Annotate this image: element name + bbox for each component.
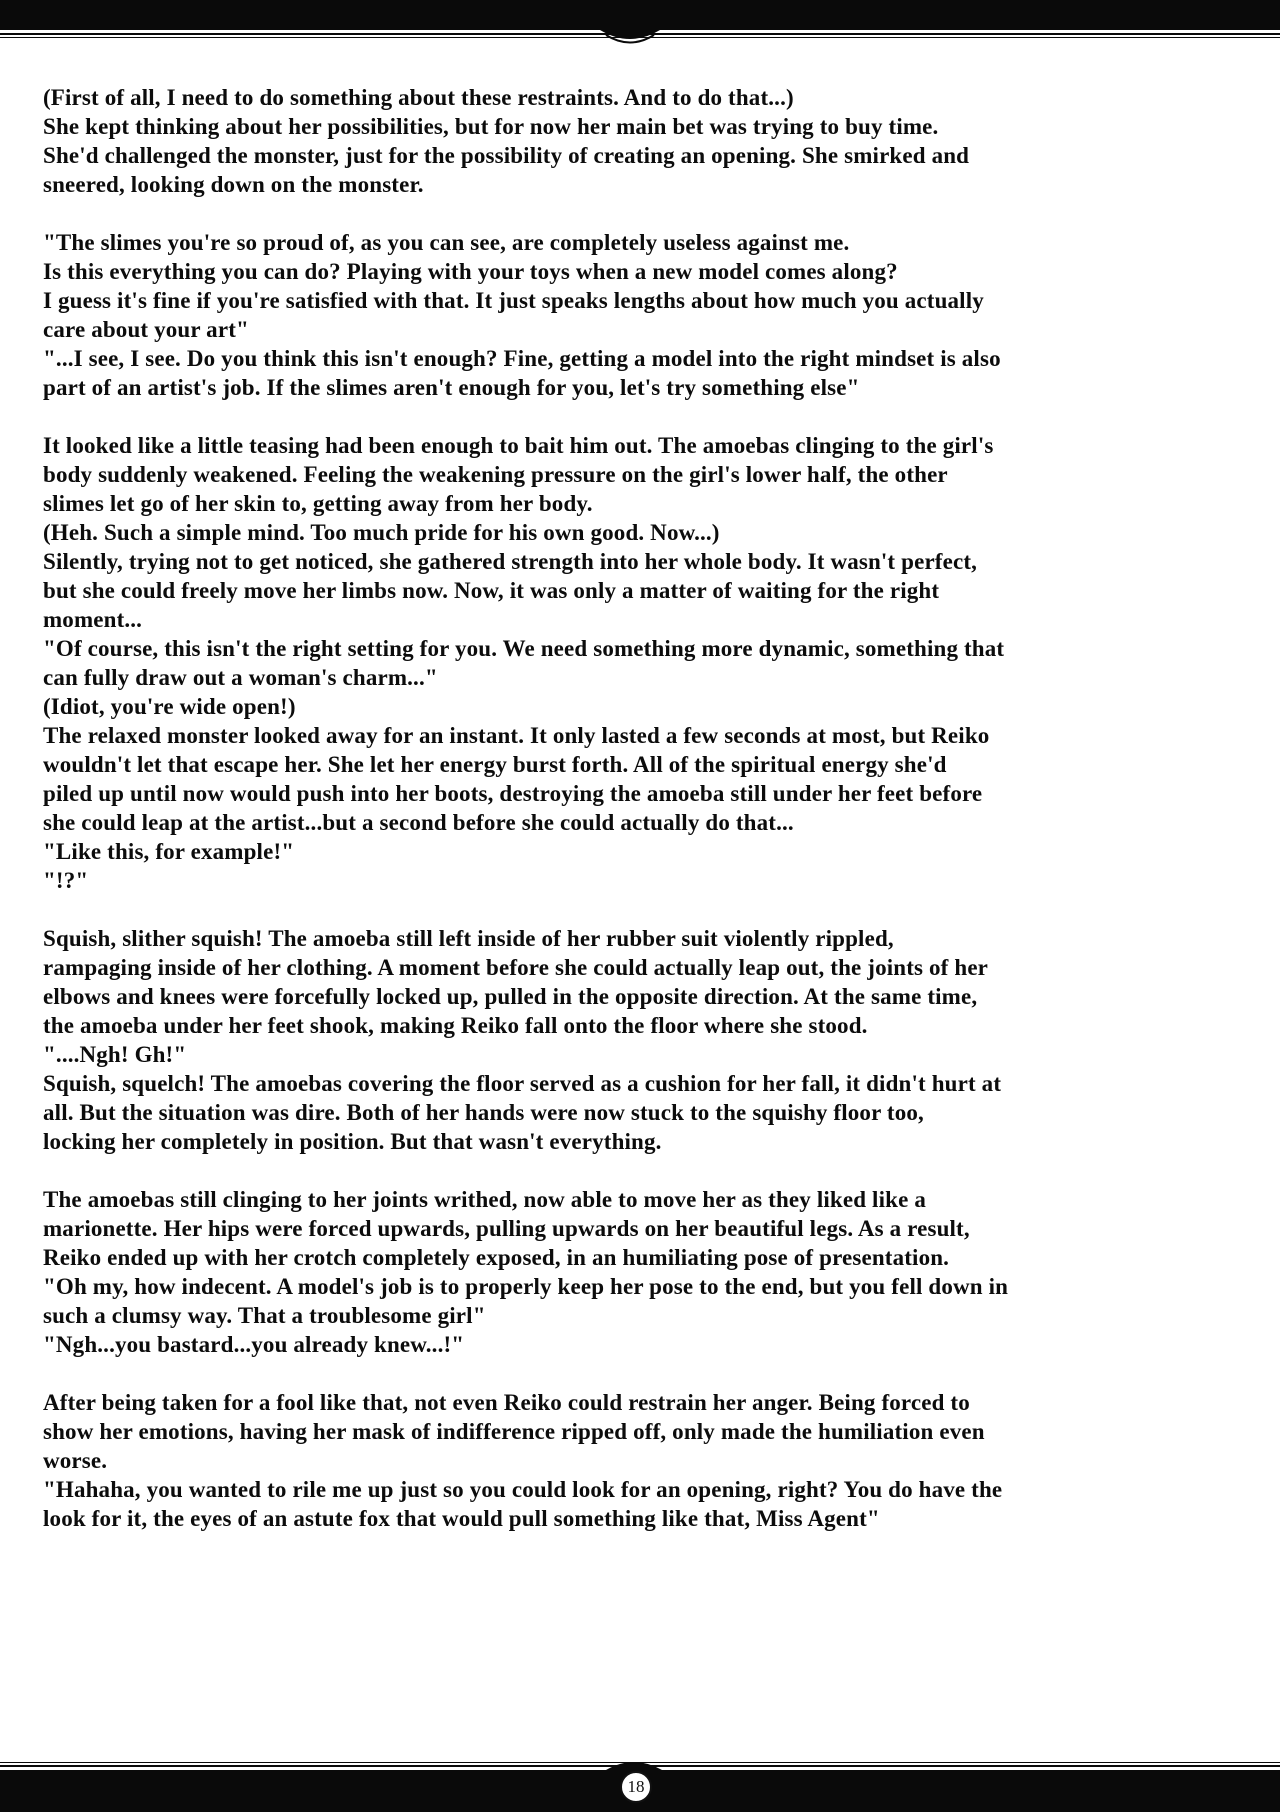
text-line: locking her completely in position. But that wasn't everything. xyxy=(43,1129,662,1154)
paragraph-1 xyxy=(43,83,1258,199)
text-line: The relaxed monster looked away for an instant. It only lasted a few seconds at most, but Reiko xyxy=(43,723,990,748)
text-line: "Ngh...you bastard...you already knew...!" xyxy=(43,1332,465,1357)
body-text xyxy=(43,83,1258,1562)
text-line: Reiko ended up with her crotch completely exposed, in an humiliating pose of presentation. xyxy=(43,1245,950,1270)
text-line: After being taken for a fool like that, not even Reiko could restrain her anger. Being forced to xyxy=(43,1390,970,1415)
text-line: "Oh my, how indecent. A model's job is to properly keep her pose to the end, but you fell down in xyxy=(43,1274,1009,1299)
text-line: piled up until now would push into her boots, destroying the amoeba still under her feet before xyxy=(43,781,983,806)
text-line: "The slimes you're so proud of, as you can see, are completely useless against me. xyxy=(43,230,850,255)
text-line: She kept thinking about her possibilities, but for now her main bet was trying to buy time. xyxy=(43,114,939,139)
text-line: all. But the situation was dire. Both of her hands were now stuck to the squishy floor too, xyxy=(43,1100,924,1125)
text-line: She'd challenged the monster, just for the possibility of creating an opening. She smirked and xyxy=(43,143,970,168)
text-line: but she could freely move her limbs now. Now, it was only a matter of waiting for the right xyxy=(43,578,940,603)
text-line: moment... xyxy=(43,607,143,632)
text-line: Is this everything you can do? Playing with your toys when a new model comes along? xyxy=(43,259,898,284)
text-line: Squish, slither squish! The amoeba still left inside of her rubber suit violently rippled, xyxy=(43,926,894,951)
page-number: 18 xyxy=(620,1771,652,1803)
text-line: It looked like a little teasing had been enough to bait him out. The amoebas clinging to the girl's xyxy=(43,433,994,458)
text-line: the amoeba under her feet shook, making Reiko fall onto the floor where she stood. xyxy=(43,1013,868,1038)
text-line: marionette. Her hips were forced upwards, pulling upwards on her beautiful legs. As a result, xyxy=(43,1216,970,1241)
text-line: slimes let go of her skin to, getting away from her body. xyxy=(43,491,593,516)
paragraph-6 xyxy=(43,1388,1258,1533)
text-line: look for it, the eyes of an astute fox that would pull something like that, Miss Agent" xyxy=(43,1506,880,1531)
text-line: "!?" xyxy=(43,868,89,893)
paragraph-2 xyxy=(43,228,1258,402)
text-line: "...I see, I see. Do you think this isn't enough? Fine, getting a model into the right mindset is also xyxy=(43,346,1001,371)
text-line: wouldn't let that escape her. She let her energy burst forth. All of the spiritual energy she'd xyxy=(43,752,947,777)
text-line: part of an artist's job. If the slimes aren't enough for you, let's try something else" xyxy=(43,375,860,400)
text-line: "Hahaha, you wanted to rile me up just so you could look for an opening, right? You do have the xyxy=(43,1477,1003,1502)
text-line: rampaging inside of her clothing. A moment before she could actually leap out, the joints of her xyxy=(43,955,989,980)
text-line: (First of all, I need to do something about these restraints. And to do that...) xyxy=(43,85,794,110)
text-line: "Of course, this isn't the right setting for you. We need something more dynamic, something that xyxy=(43,636,1005,661)
text-line: can fully draw out a woman's charm..." xyxy=(43,665,438,690)
text-line: such a clumsy way. That a troublesome girl" xyxy=(43,1303,486,1328)
text-line: The amoebas still clinging to her joints writhed, now able to move her as they liked like a xyxy=(43,1187,926,1212)
text-line: Squish, squelch! The amoebas covering the floor served as a cushion for her fall, it didn't hurt at xyxy=(43,1071,1002,1096)
text-line: (Idiot, you're wide open!) xyxy=(43,694,296,719)
paragraph-4 xyxy=(43,924,1258,1156)
paragraph-3 xyxy=(43,431,1258,895)
text-line: sneered, looking down on the monster. xyxy=(43,172,424,197)
text-line: she could leap at the artist...but a second before she could actually do that... xyxy=(43,810,794,835)
text-line: show her emotions, having her mask of indifference ripped off, only made the humiliation even xyxy=(43,1419,985,1444)
text-line: body suddenly weakened. Feeling the weakening pressure on the girl's lower half, the other xyxy=(43,462,948,487)
text-line: Silently, trying not to get noticed, she gathered strength into her whole body. It wasn't perfect, xyxy=(43,549,978,574)
text-line: worse. xyxy=(43,1448,108,1473)
paragraph-5 xyxy=(43,1185,1258,1359)
text-line: "Like this, for example!" xyxy=(43,839,295,864)
text-line: "....Ngh! Gh!" xyxy=(43,1042,187,1067)
text-line: elbows and knees were forcefully locked up, pulled in the opposite direction. At the same time, xyxy=(43,984,978,1009)
text-line: (Heh. Such a simple mind. Too much pride for his own good. Now...) xyxy=(43,520,720,545)
text-line: care about your art" xyxy=(43,317,249,342)
text-line: I guess it's fine if you're satisfied with that. It just speaks lengths about how much you actually xyxy=(43,288,984,313)
top-border-decoration xyxy=(0,0,1280,46)
